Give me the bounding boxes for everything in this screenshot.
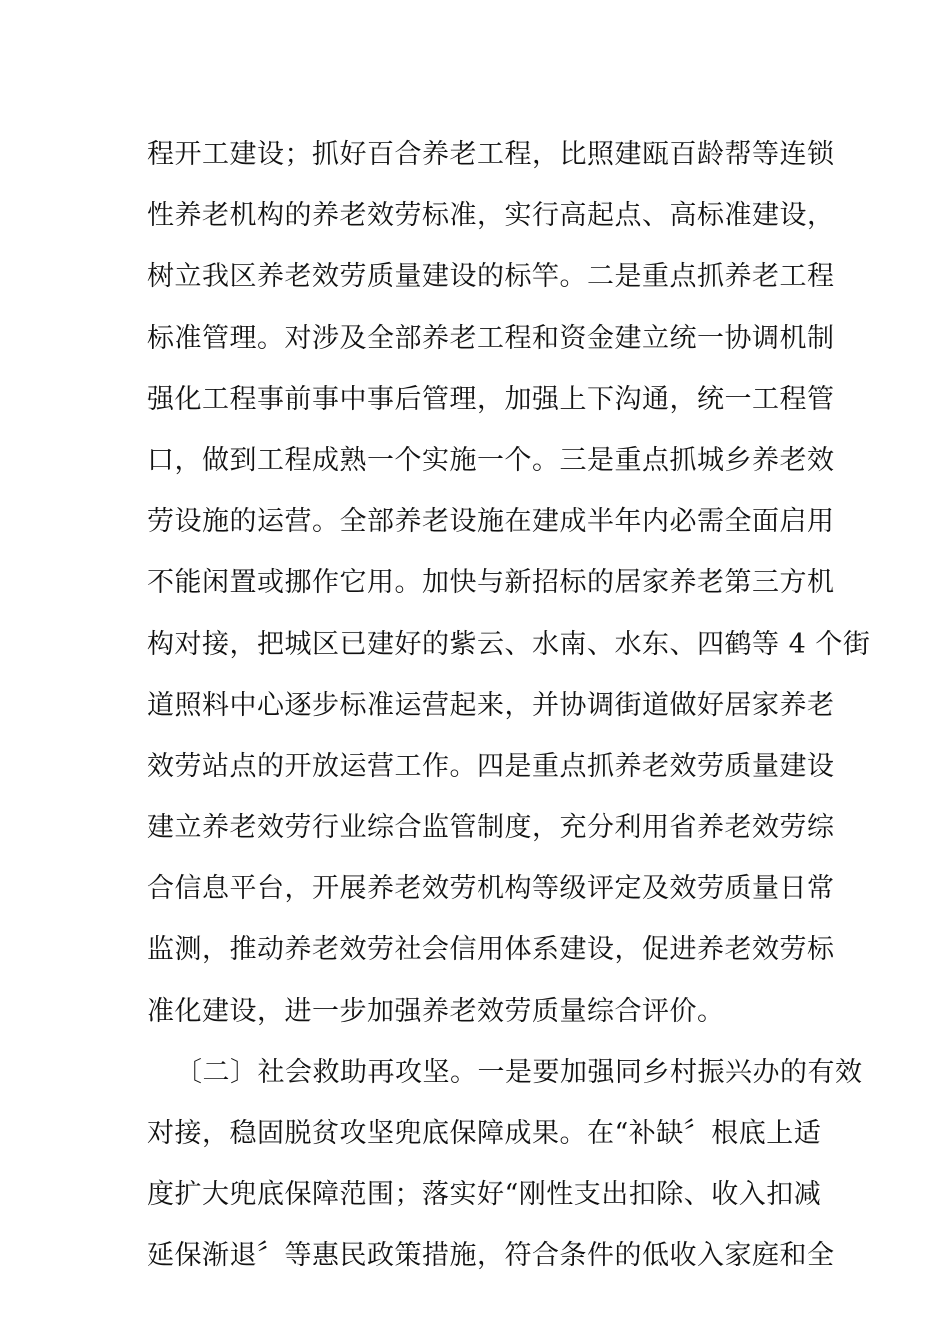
- text-line: 程开工建设；抓好百合养老工程，比照建瓯百龄帮等连锁: [147, 139, 835, 170]
- text-line: 建立养老效劳行业综合监管制度，充分利用省养老效劳综: [147, 812, 835, 844]
- text-line: 对接，稳固脱贫攻坚兜底保障成果。在“补缺〞根底上适: [147, 1118, 822, 1149]
- section-heading-line: 〔二〕社会救助再攻坚。一是要加强同乡村振兴办的有效: [175, 1056, 863, 1088]
- text-line: 准化建设，进一步加强养老效劳质量综合评价。: [147, 995, 725, 1027]
- text-line: 构对接，把城区已建好的紫云、水南、水东、四鹤等 4 个街: [147, 628, 871, 660]
- text-line: 延保渐退〞等惠民政策措施，符合条件的低收入家庭和全: [147, 1240, 835, 1272]
- text-line: 口，做到工程成熟一个实施一个。三是重点抓城乡养老效: [147, 444, 835, 476]
- text-line: 标准管理。对涉及全部养老工程和资金建立统一协调机制: [147, 322, 835, 354]
- text-line: 效劳站点的开放运营工作。四是重点抓养老效劳质量建设: [147, 750, 835, 782]
- text-line: 不能闲置或挪作它用。加快与新招标的居家养老第三方机: [147, 567, 835, 599]
- text-line: 合信息平台，开展养老效劳机构等级评定及效劳质量日常: [147, 873, 835, 905]
- text-line: 树立我区养老效劳质量建设的标竿。二是重点抓养老工程: [147, 261, 835, 293]
- document-body: [147, 124, 871, 1287]
- text-line: 度扩大兜底保障范围；落实好“刚性支出扣除、收入扣减: [147, 1179, 822, 1211]
- text-line: 道照料中心逐步标准运营起来，并协调街道做好居家养老: [147, 689, 835, 721]
- text-line: 性养老机构的养老效劳标准，实行高起点、高标准建设，: [147, 200, 835, 232]
- text-line: 强化工程事前事中事后管理，加强上下沟通，统一工程管: [147, 383, 835, 415]
- text-line: 监测，推动养老效劳社会信用体系建设，促进养老效劳标: [147, 934, 835, 966]
- text-line: 劳设施的运营。全部养老设施在建成半年内必需全面启用: [147, 506, 835, 538]
